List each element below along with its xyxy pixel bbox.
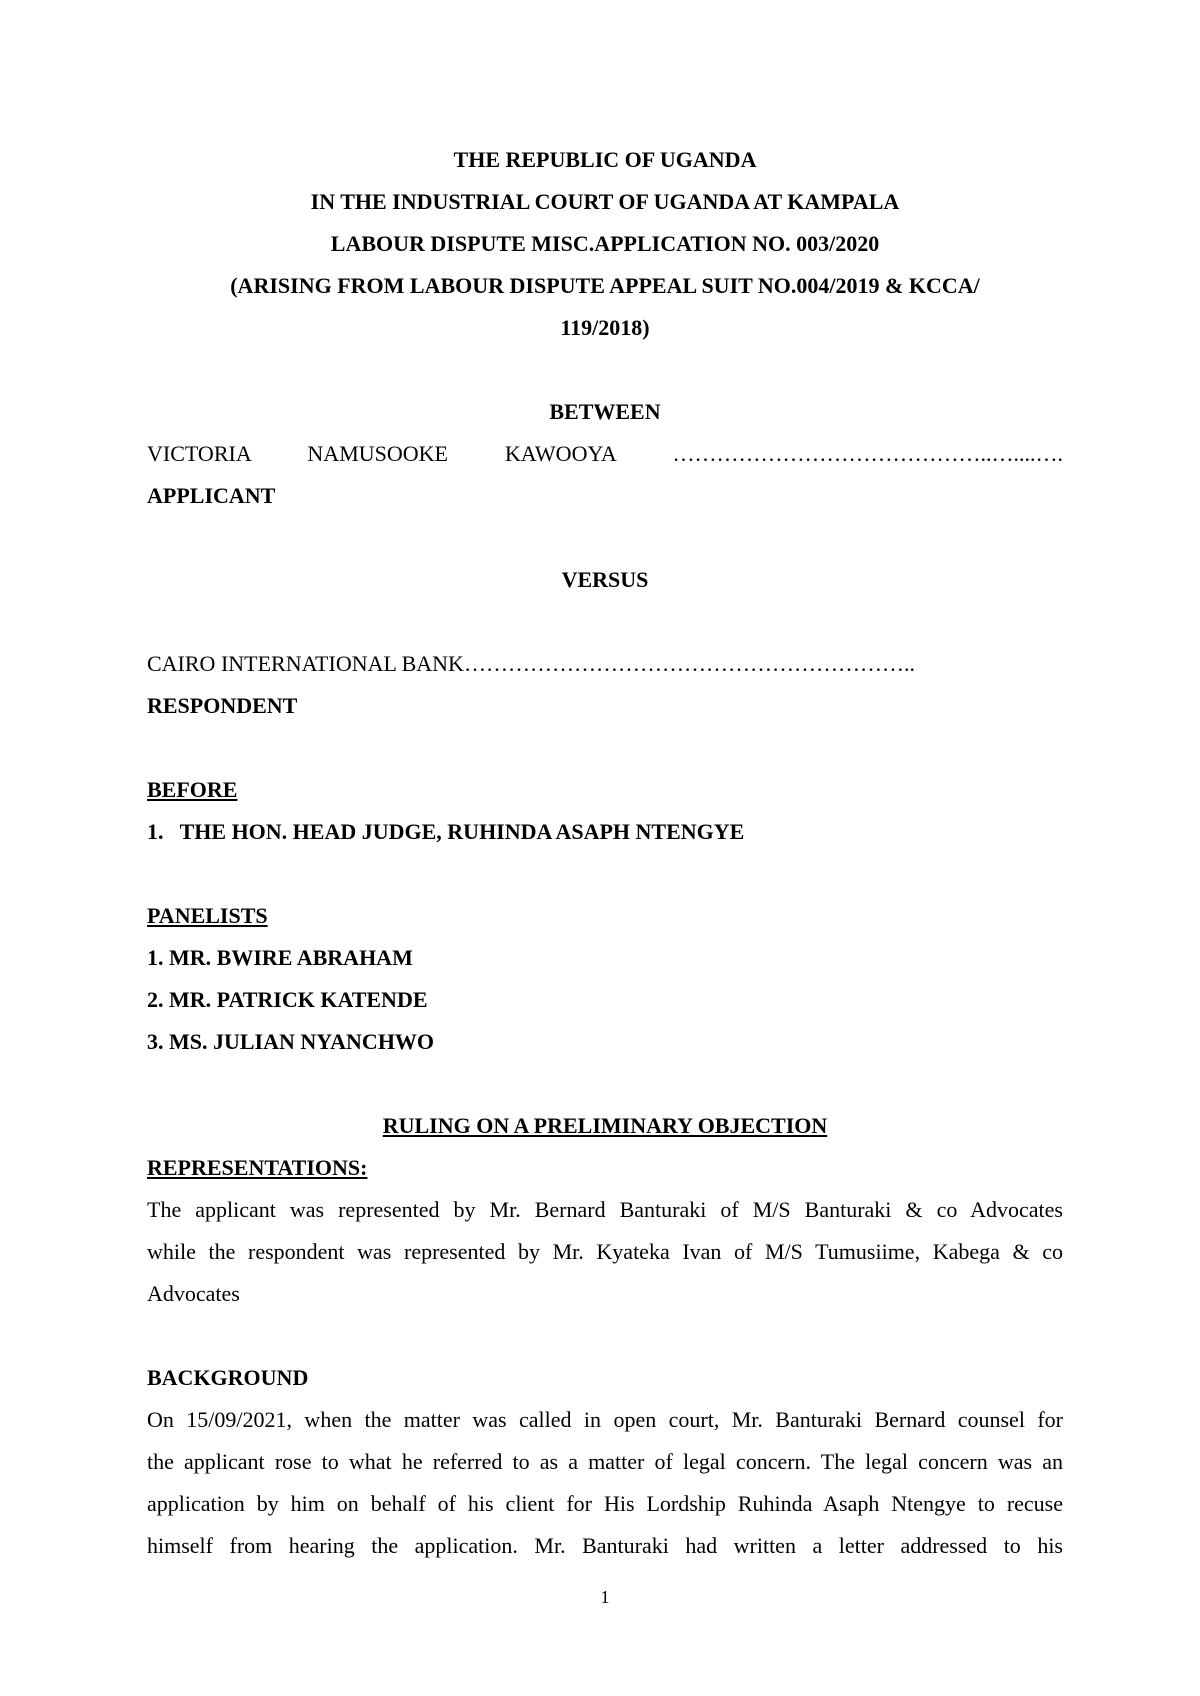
before-heading: BEFORE bbox=[147, 777, 238, 802]
page-number: 1 bbox=[600, 1587, 610, 1607]
paragraph-line: Advocates bbox=[147, 1281, 240, 1306]
paragraph-line: himself from hearing the application. Mr. Banturaki had written a letter addressed to his bbox=[147, 1533, 1063, 1558]
paragraph-line: while the respondent was represented by Mr. Kyateka Ivan of M/S Tumusiime, Kabega & co bbox=[147, 1239, 1063, 1264]
application-number: LABOUR DISPUTE MISC.APPLICATION NO. 003/2020 bbox=[330, 231, 880, 256]
respondent-line: CAIRO INTERNATIONAL BANK…………………………………………………….. bbox=[147, 651, 915, 676]
applicant-name-part: KAWOOYA bbox=[504, 441, 616, 466]
between-label: BETWEEN bbox=[549, 399, 661, 424]
ruling-title: RULING ON A PRELIMINARY OBJECTION bbox=[382, 1113, 828, 1138]
panelists-heading: PANELISTS bbox=[147, 903, 268, 928]
arising-from-line-1: (ARISING FROM LABOUR DISPUTE APPEAL SUIT NO.004/2019 & KCCA/ bbox=[230, 273, 980, 298]
paragraph-line: On 15/09/2021, when the matter was called in open court, Mr. Banturaki Bernard counsel for bbox=[147, 1407, 1063, 1432]
applicant-name-line bbox=[147, 441, 1063, 467]
versus-label: VERSUS bbox=[561, 567, 649, 592]
republic-title: THE REPUBLIC OF UGANDA bbox=[453, 147, 757, 172]
respondent-role: RESPONDENT bbox=[147, 693, 298, 718]
paragraph-line: the applicant rose to what he referred to as a matter of legal concern. The legal concern was an bbox=[147, 1449, 1063, 1474]
arising-from-line-2: 119/2018) bbox=[560, 315, 650, 340]
paragraph-line: The applicant was represented by Mr. Bernard Banturaki of M/S Banturaki & co Advocates bbox=[147, 1197, 1063, 1222]
panelist-item: 3. MS. JULIAN NYANCHWO bbox=[147, 1029, 435, 1054]
panelist-item: 2. MR. PATRICK KATENDE bbox=[147, 987, 428, 1012]
background-heading: BACKGROUND bbox=[147, 1365, 309, 1390]
applicant-role: APPLICANT bbox=[147, 483, 276, 508]
applicant-name-part: NAMUSOOKE bbox=[307, 441, 448, 466]
representations-heading: REPRESENTATIONS: bbox=[147, 1155, 368, 1180]
court-title: IN THE INDUSTRIAL COURT OF UGANDA AT KAMPALA bbox=[310, 189, 900, 214]
panelist-item: 1. MR. BWIRE ABRAHAM bbox=[147, 945, 413, 970]
applicant-dots: ……………………………………..…....…. bbox=[672, 441, 1063, 466]
applicant-name-part: VICTORIA bbox=[147, 441, 251, 466]
judge-line: 1. THE HON. HEAD JUDGE, RUHINDA ASAPH NTENGYE bbox=[147, 819, 745, 844]
paragraph-line: application by him on behalf of his client for His Lordship Ruhinda Asaph Ntengye to recuse bbox=[147, 1491, 1063, 1516]
